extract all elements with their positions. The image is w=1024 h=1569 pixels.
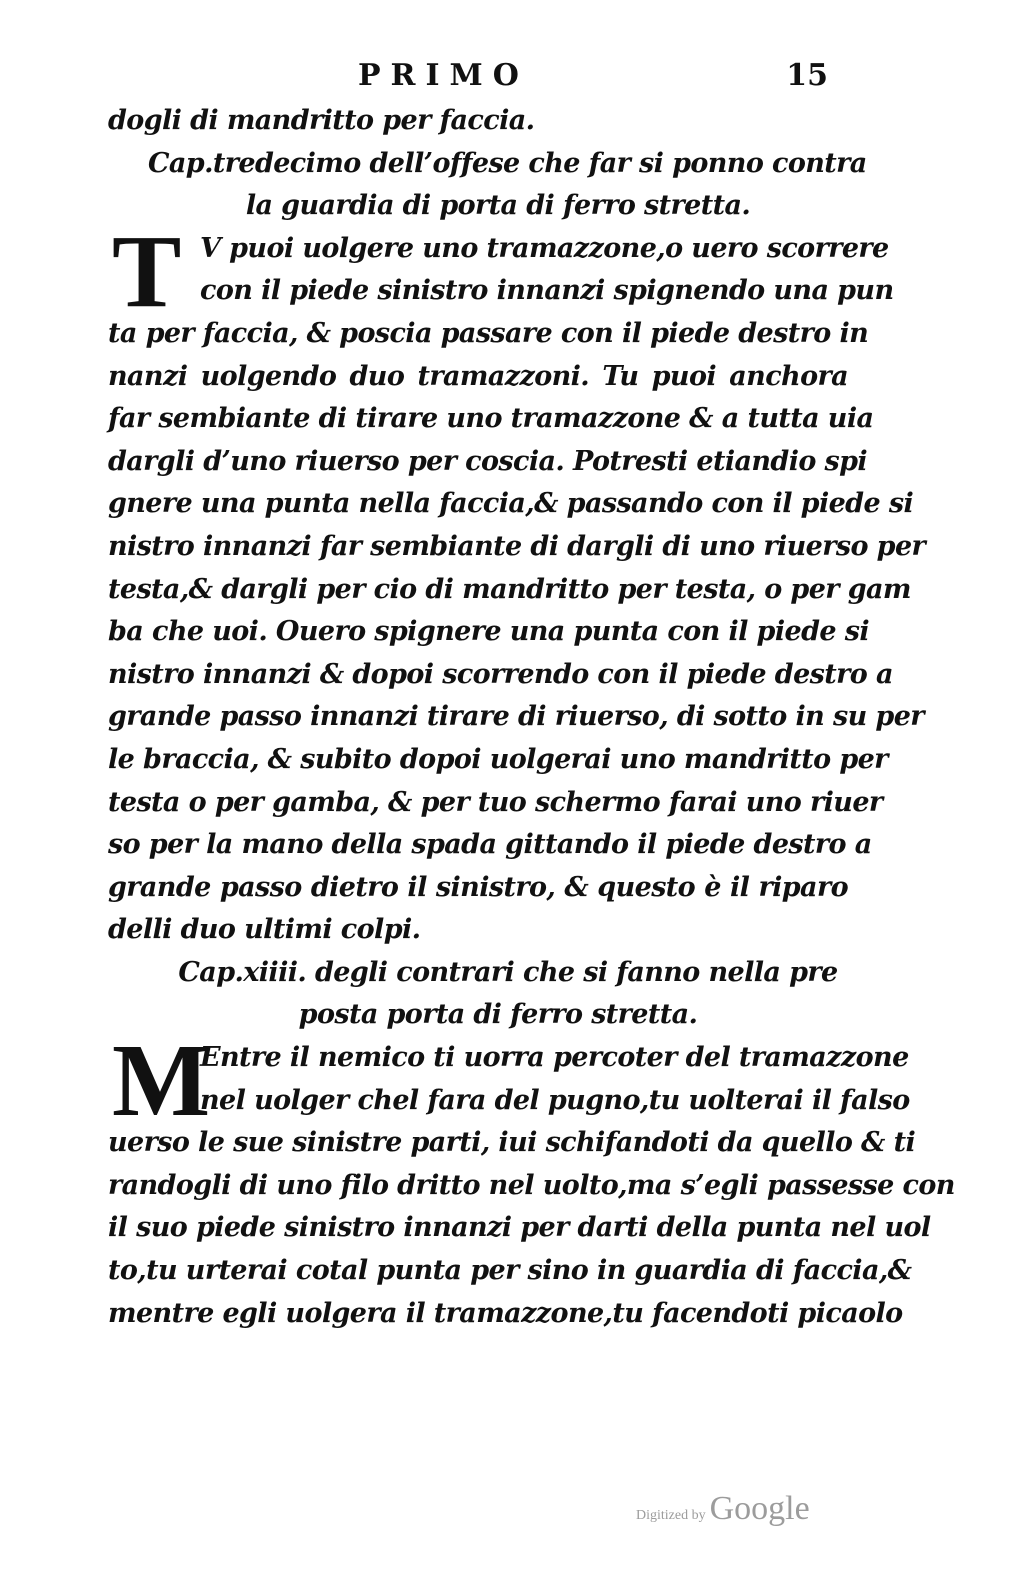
text-line: grande passo innanzi tirare di riuerso, di sotto in su per [108, 701, 924, 733]
text-line: far sembiante di tirare uno tramazzone & a tutta uia [108, 403, 874, 435]
text-line: gnere una punta nella faccia,& passando con il piede si [108, 488, 914, 520]
text-line: dargli d’uno riuerso per coscia. Potresti etiandio spi [108, 445, 868, 477]
text-line: ta per faccia, & poscia passare con il piede destro in [108, 317, 869, 349]
text-line: dogli di mandritto per faccia. [108, 105, 535, 136]
digitized-by-google-watermark [636, 1490, 810, 1528]
text-line: to,tu urterai cotal punta per sino in guardia di faccia,& [108, 1255, 912, 1287]
text-line: testa,& dargli per cio di mandritto per testa, o per gam [108, 573, 911, 605]
drop-cap-m: M [112, 1023, 210, 1139]
text-line: testa o per gamba, & per tuo schermo farai uno riuer [108, 786, 883, 818]
chapter-heading-13: Cap.tredecimo dell’offese che far si ponno contra [148, 147, 867, 179]
text-line: il suo piede sinistro innanzi per darti della punta nel uol [108, 1212, 931, 1244]
text-line: nel uolger chel fara del pugno,tu uolterai il falso [200, 1084, 910, 1116]
text-line: randogli di uno filo dritto nel uolto,ma s’egli passesse con [108, 1169, 955, 1201]
text-line: con il piede sinistro innanzi spignendo una pun [200, 275, 894, 307]
text-line: Entre il nemico ti uorra percoter del tramazzone [200, 1042, 909, 1074]
running-head: PRIMO [358, 58, 529, 93]
page-number: 15 [786, 58, 828, 93]
drop-cap-t: T [112, 213, 181, 329]
text-line: delli duo ultimi colpi. [108, 914, 421, 946]
text-line: mentre egli uolgera il tramazzone,tu facendoti picaolo [108, 1297, 903, 1329]
text-line: uerso le sue sinistre parti, iui schifandoti da quello & ti [108, 1127, 916, 1159]
paragraph-2 [108, 1023, 955, 1335]
google-logo-text: Google [709, 1490, 810, 1527]
chapter-heading-13-cont: la guardia di porta di ferro stretta. [245, 190, 751, 222]
watermark-prefix: Digitized by [636, 1508, 706, 1523]
text-line: grande passo dietro il sinistro, & questo è il riparo [108, 871, 848, 903]
body-text [108, 100, 955, 1335]
text-line: so per la mano della spada gittando il piede destro a [108, 829, 872, 861]
page-header [108, 58, 848, 98]
paragraph-1 [108, 213, 926, 952]
text-line: nanzi uolgendo duo tramazzoni. Tu puoi anchora [108, 360, 848, 392]
text-line: nistro innanzi & dopoi scorrendo con il piede destro a [108, 658, 893, 690]
text-line: V puoi uolgere uno tramazzone,o uero scorrere [200, 232, 889, 264]
text-line: le braccia, & subito dopoi uolgerai uno mandritto per [108, 743, 888, 775]
text-line: nistro innanzi far sembiante di dargli di uno riuerso per [108, 530, 926, 562]
chapter-heading-14: Cap.xiiii. degli contrari che si fanno nella pre [178, 956, 838, 988]
chapter-heading-14-cont: posta porta di ferro stretta. [298, 999, 698, 1031]
text-line: ba che uoi. Ouero spignere una punta con il piede si [108, 616, 869, 648]
